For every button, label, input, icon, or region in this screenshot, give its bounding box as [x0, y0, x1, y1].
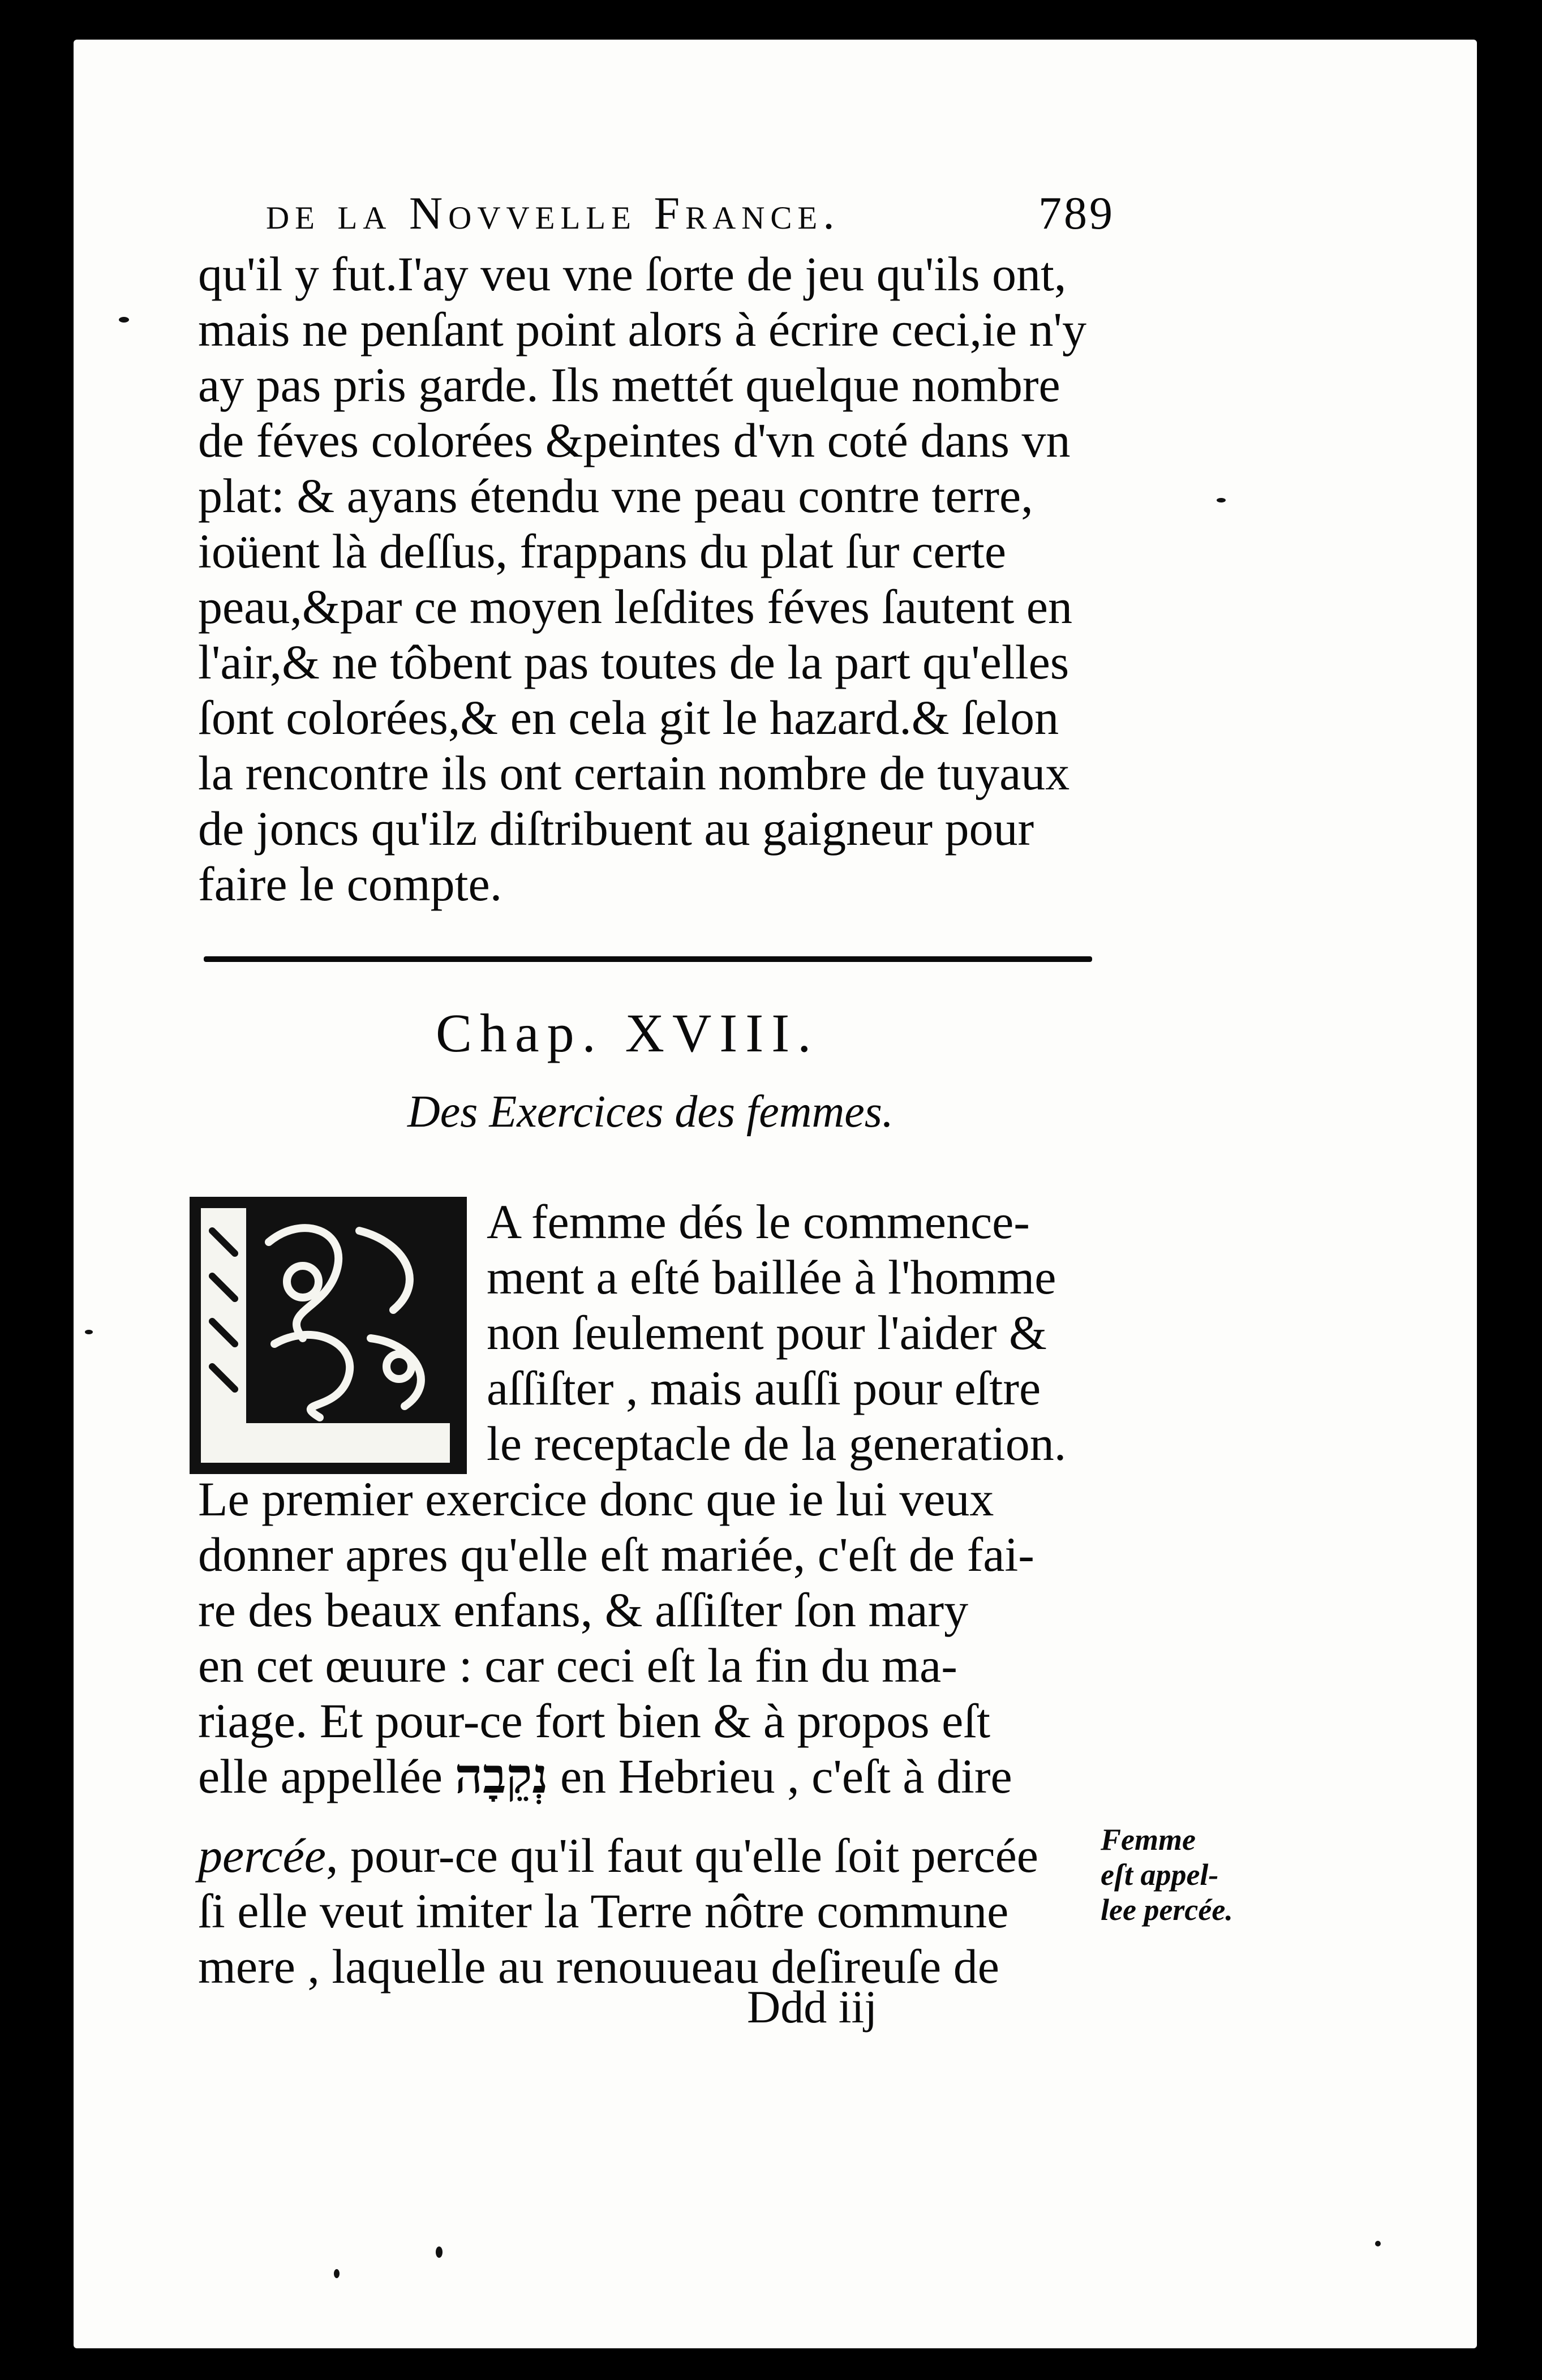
text-line: donner apres qu'elle eſt mariée, c'eſt de fai-: [198, 1527, 1034, 1582]
ink-speck: [119, 317, 129, 323]
text-line: aſſiſter , mais auſſi pour eſtre: [487, 1361, 1041, 1415]
text-line: peau,&par ce moyen leſdites féves ſautent en: [198, 579, 1072, 634]
hebrew-line-before: elle appellée: [198, 1749, 455, 1803]
text-line: riage. Et pour-ce fort bien & à propos eſt: [198, 1694, 991, 1748]
hebrew-line: [198, 1749, 1160, 1804]
line-rest: , pour-ce qu'il faut qu'elle ſoit percée: [325, 1828, 1038, 1883]
text-line: [198, 1828, 1160, 1883]
text-line: la rencontre ils ont certain nombre de tuyaux: [198, 746, 1070, 800]
chapter-subtitle: Des Exercices des femmes.: [407, 1087, 894, 1137]
margin-note-line: eſt appel-: [1101, 1858, 1219, 1892]
ink-speck: [1375, 2241, 1381, 2246]
margin-note: [1101, 1822, 1233, 1927]
text-line: en cet œuure : car ceci eſt la fin du ma-: [198, 1638, 957, 1692]
text-line: A femme dés le commence-: [487, 1195, 1030, 1249]
text-line: qu'il y fut.I'ay veu vne ſorte de jeu qu'ils ont,: [198, 247, 1067, 301]
text-line: ſi elle veut imiter la Terre nôtre commune: [198, 1884, 1009, 1938]
decorated-initial-l: [190, 1197, 467, 1474]
text-line: ſont colorées,& en cela git le hazard.& ſelon: [198, 690, 1059, 745]
text-line: mais ne penſant point alors à écrire ceci,ie n'y: [198, 302, 1087, 356]
ink-speck: [436, 2246, 443, 2258]
text-line: Le premier exercice donc que ie lui veux: [198, 1472, 994, 1526]
hebrew-word: נְקֵבָה: [454, 1747, 548, 1805]
signature-mark: Ddd iij: [747, 1981, 878, 2033]
section-rule: [204, 956, 1092, 962]
text-line: ment a eſté baillée à l'homme: [487, 1250, 1056, 1304]
margin-note-line: lee percée.: [1101, 1893, 1233, 1927]
text-line: ioüent là deſſus, frappans du plat ſur certe: [198, 524, 1007, 578]
text-line: de féves colorées &peintes d'vn coté dans vn: [198, 413, 1071, 467]
text-line: ay pas pris garde. Ils mettét quelque nombre: [198, 358, 1060, 412]
ink-speck: [334, 2269, 340, 2278]
paragraph-women-beside-initial: [487, 1194, 1166, 1471]
hebrew-line-after: en Hebrieu , c'eſt à dire: [548, 1749, 1012, 1803]
paragraph-games: [198, 246, 1160, 912]
running-title: de la Novvelle France.: [266, 187, 840, 239]
italic-word-percee: percée: [198, 1828, 326, 1883]
ink-speck: [1217, 498, 1226, 502]
floral-ornament-icon: [190, 1197, 467, 1474]
chapter-title: Chap. XVIII.: [436, 1003, 819, 1063]
text-line: l'air,& ne tôbent pas toutes de la part qu'elles: [198, 635, 1069, 689]
ink-speck: [85, 1330, 93, 1334]
text-line: plat: & ayans étendu vne peau contre terre,: [198, 469, 1033, 523]
margin-note-line: Femme: [1101, 1823, 1196, 1857]
text-line: non ſeulement pour l'aider &: [487, 1305, 1047, 1360]
page-number: 789: [1038, 187, 1115, 239]
text-line: le receptacle de la generation.: [487, 1416, 1067, 1471]
text-line: mere , laquelle au renouueau deſireuſe de: [198, 1939, 999, 1994]
text-line: faire le compte.: [198, 857, 502, 911]
paragraph-percee: [198, 1828, 1160, 1994]
text-line: re des beaux enfans, & aſſiſter ſon mary: [198, 1583, 969, 1637]
paragraph-women-continued: [198, 1471, 1160, 1804]
text-line: de joncs qu'ilz diſtribuent au gaigneur pour: [198, 801, 1034, 856]
